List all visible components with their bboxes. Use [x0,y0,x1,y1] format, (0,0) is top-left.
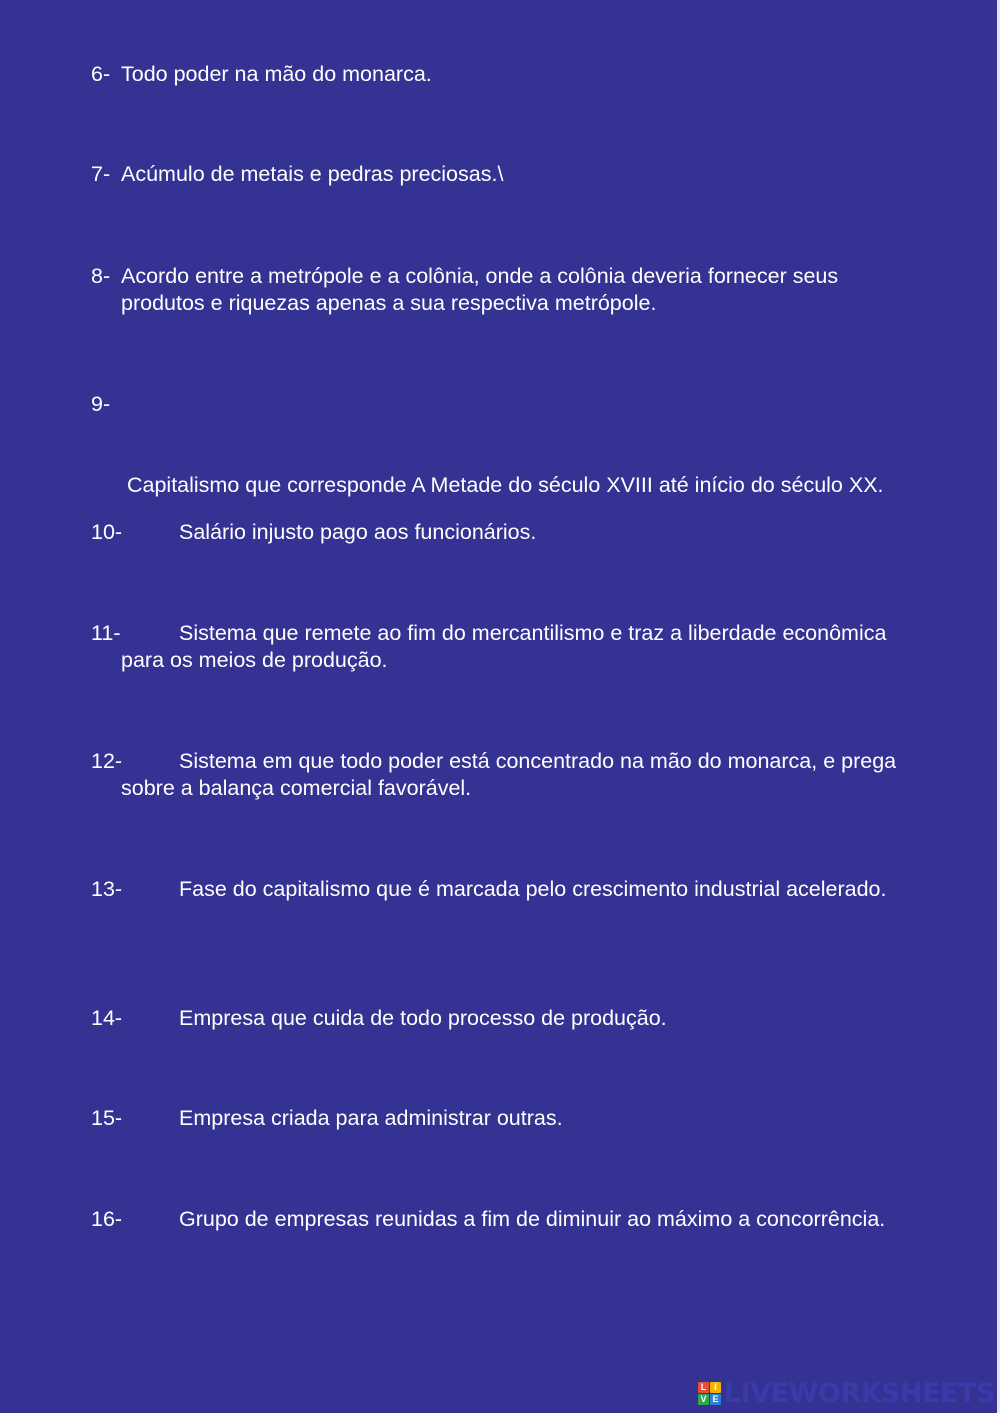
item-text: Empresa que cuida de todo processo de produção. [179,1006,667,1030]
item-text: Acúmulo de metais e pedras preciosas.\ [121,162,504,186]
item-text: Empresa criada para administrar outras. [179,1106,563,1130]
item-number: 8- [91,264,111,288]
item-text: Sistema em que todo poder está concentrado na mão do monarca, e prega sobre a balança comercial favorável. [121,749,897,800]
item-text: Sistema que remete ao fim do mercantilismo e traz a liberdade econômica para os meios de produção. [121,621,887,672]
logo-mark-icon: L I V E [698,1382,721,1405]
list-item [91,620,921,674]
liveworksheets-logo[interactable] [698,1378,995,1408]
item-number: 11- [91,621,121,645]
item-number: 16- [91,1207,123,1231]
item-number: 15- [91,1106,123,1130]
item-number: 9- [91,392,111,416]
item-text: Todo poder na mão do monarca. [121,62,432,86]
item-text: Acordo entre a metrópole e a colônia, onde a colônia deveria fornecer seus produtos e riquezas apenas a sua respectiva metrópole. [121,264,839,315]
item-number: 13- [91,877,123,901]
item-text: Capitalismo que corresponde A Metade do século XVIII até início do século XX. [121,473,884,497]
item-text: Salário injusto pago aos funcionários. [179,520,537,544]
list-item [91,263,921,317]
list-item [91,1005,921,1032]
list-item [91,1105,921,1132]
logo-text: LIVEWORKSHEETS [724,1377,995,1409]
list-item [91,391,921,526]
item-number: 7- [91,162,111,186]
list-item [91,748,921,802]
item-text: Grupo de empresas reunidas a fim de diminuir ao máximo a concorrência. [179,1207,886,1231]
item-text: Fase do capitalismo que é marcada pelo crescimento industrial acelerado. [179,877,887,901]
list-item [91,161,921,188]
list-item [91,876,921,903]
item-number: 10- [91,520,123,544]
item-number: 12- [91,749,123,773]
list-item [91,61,921,88]
item-number: 14- [91,1006,123,1030]
list-item [91,1206,921,1233]
item-number: 6- [91,62,111,86]
list-item [91,519,921,546]
